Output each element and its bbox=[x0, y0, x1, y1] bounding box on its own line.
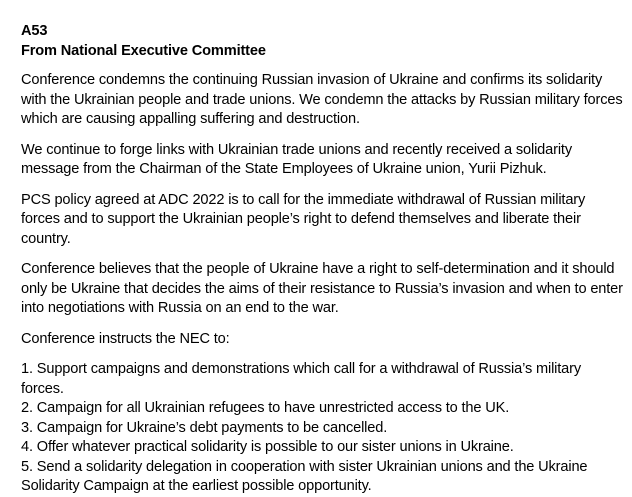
list-item: 3. Campaign for Ukraine’s debt payments to be cancelled. bbox=[21, 419, 388, 436]
paragraph-self-determination: Conference believes that the people of Ukraine have a right to self-determination and it should only be Ukraine that decides the aims of their resistance to Russia’s invasion and when to enter into negotiations with Russia on an end to the war. bbox=[21, 261, 623, 316]
list-item: 2. Campaign for all Ukrainian refugees to have unrestricted access to the UK. bbox=[21, 400, 510, 416]
paragraph-instructs: Conference instructs the NEC to: bbox=[21, 330, 230, 347]
motion-document bbox=[21, 22, 625, 497]
instructions-list bbox=[21, 360, 625, 497]
motion-proposer: From National Executive Committee bbox=[21, 42, 266, 59]
paragraph-condemnation: Conference condemns the continuing Russian invasion of Ukraine and confirms its solidarity with the Ukrainian people and trade unions. We condemn the attacks by Russian military forces which are causing appalling suffering and destruction. bbox=[21, 72, 623, 127]
motion-number: A53 bbox=[21, 23, 48, 39]
list-item: 5. Send a solidarity delegation in cooperation with sister Ukrainian unions and the Ukraine Solidarity Campaign at the earliest possible opportunity. bbox=[21, 458, 588, 494]
list-item: 4. Offer whatever practical solidarity is possible to our sister unions in Ukraine. bbox=[21, 439, 514, 455]
paragraph-policy: PCS policy agreed at ADC 2022 is to call for the immediate withdrawal of Russian military forces and to support the Ukrainian people’s right to defend themselves and liberate their country. bbox=[21, 191, 586, 247]
paragraph-links: We continue to forge links with Ukrainian trade unions and recently received a solidarity message from the Chairman of the State Employees of Ukraine union, Yurii Pizhuk. bbox=[21, 141, 572, 177]
list-item: 1. Support campaigns and demonstrations which call for a withdrawal of Russia’s military forces. bbox=[21, 361, 582, 397]
